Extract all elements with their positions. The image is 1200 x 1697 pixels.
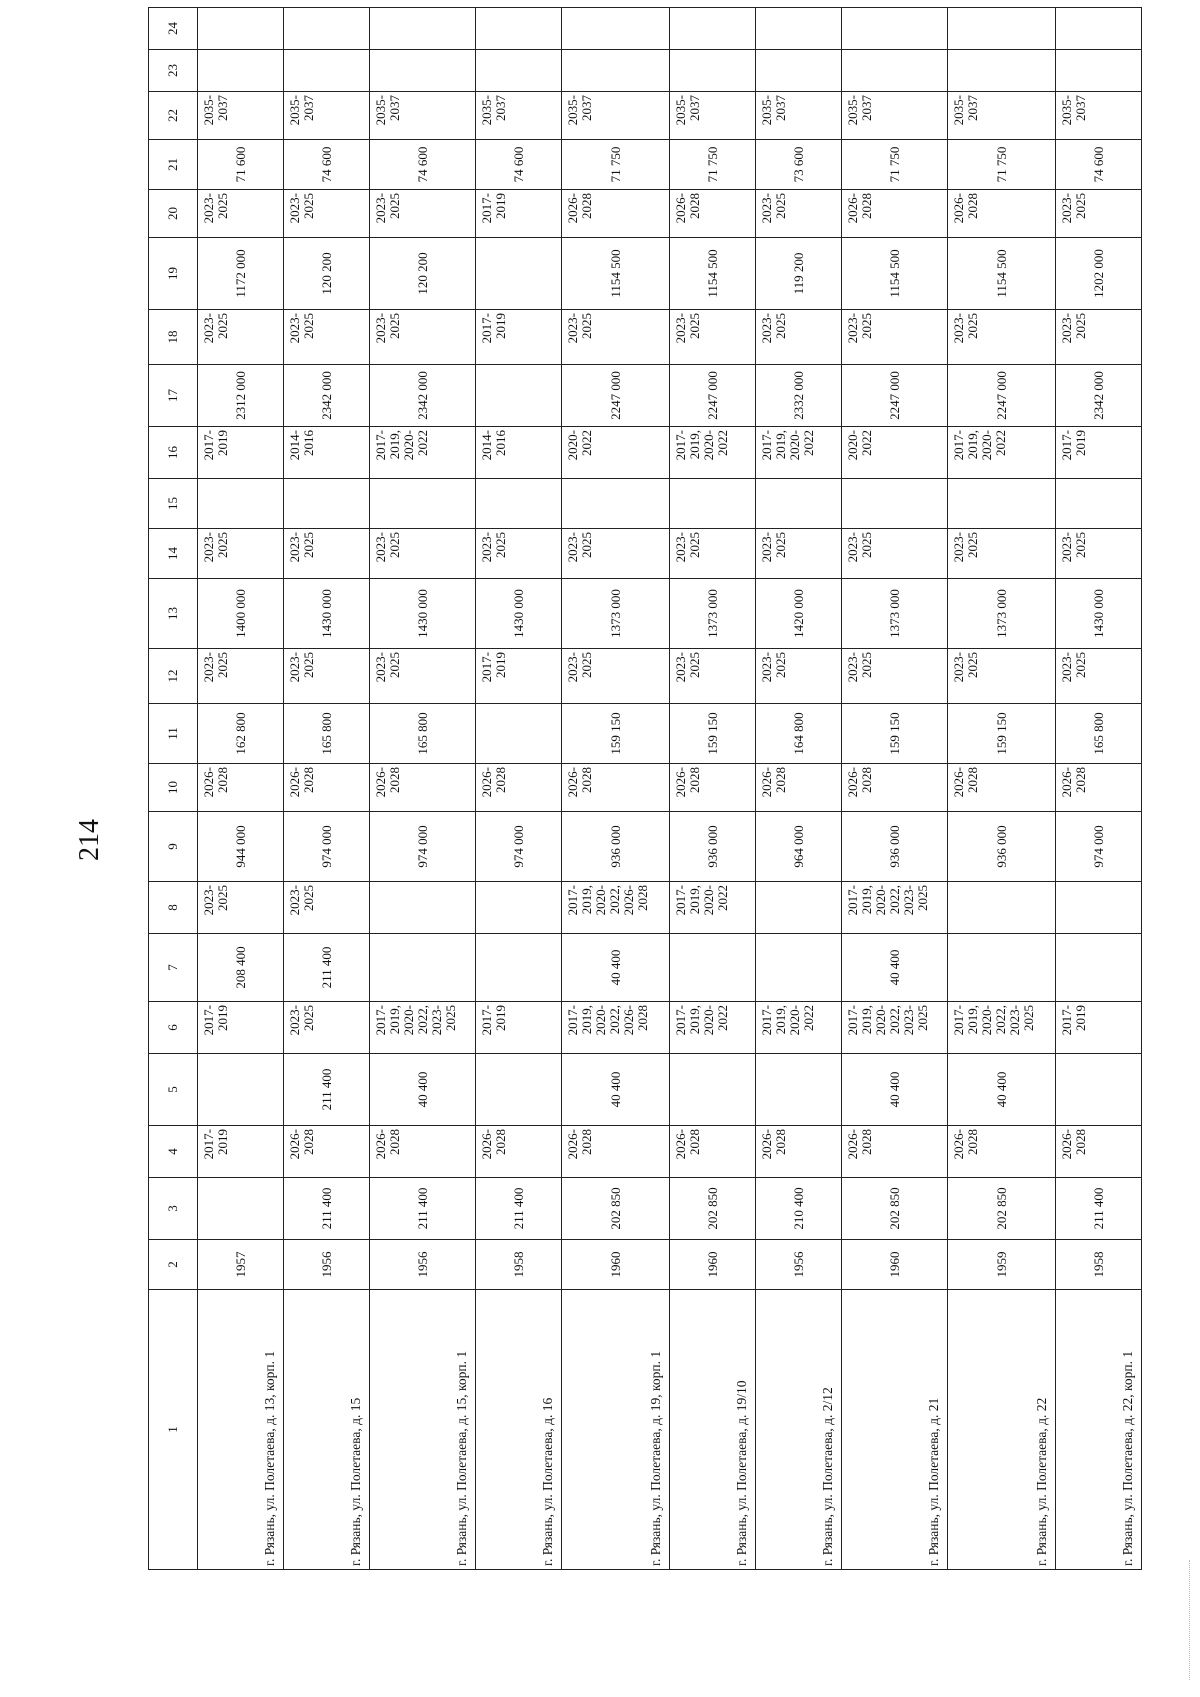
- table-cell-col-24: [756, 8, 842, 50]
- column-header-1: 1: [149, 1290, 198, 1570]
- column-header-11: 11: [149, 704, 198, 764]
- table-cell-col-9: 936 000: [670, 812, 756, 882]
- table-cell-col-23: [948, 50, 1056, 92]
- table-cell-col-1: г. Рязань, ул. Полетаева, д. 13, корп. 1: [198, 1290, 284, 1570]
- table-cell-col-19: 1154 500: [670, 238, 756, 310]
- table-cell-col-23: [198, 50, 284, 92]
- table-cell-col-6: 2023- 2025: [284, 1002, 370, 1054]
- table-cell-col-6: 2017- 2019, 2020- 2022, 2026- 2028: [562, 1002, 670, 1054]
- table-cell-col-5: [756, 1054, 842, 1126]
- table-row: [948, 8, 1056, 1570]
- table-cell-col-22: 2035- 2037: [562, 92, 670, 140]
- table-cell-col-5: 40 400: [948, 1054, 1056, 1126]
- column-header-6: 6: [149, 1002, 198, 1054]
- table-cell-col-9: 936 000: [948, 812, 1056, 882]
- table-cell-col-14: 2023- 2025: [842, 529, 948, 579]
- table-row: [756, 8, 842, 1570]
- table-cell-col-16: 2020- 2022: [562, 427, 670, 479]
- table-cell-col-16: 2017- 2019, 2020- 2022: [948, 427, 1056, 479]
- table-cell-col-4: 2017- 2019: [198, 1126, 284, 1178]
- table-cell-col-12: 2023- 2025: [670, 649, 756, 704]
- rotated-table-container: [148, 22, 1135, 1570]
- table-cell-col-20: 2026- 2028: [562, 190, 670, 238]
- table-cell-col-2: 1960: [562, 1240, 670, 1290]
- table-cell-col-16: 2017- 2019, 2020- 2022: [670, 427, 756, 479]
- table-cell-col-10: 2026- 2028: [948, 764, 1056, 812]
- table-cell-col-23: [284, 50, 370, 92]
- table-cell-col-23: [670, 50, 756, 92]
- column-header-19: 19: [149, 238, 198, 310]
- table-cell-col-7: [756, 934, 842, 1002]
- column-header-5: 5: [149, 1054, 198, 1126]
- table-cell-col-19: [476, 238, 562, 310]
- table-cell-col-17: 2342 000: [284, 365, 370, 427]
- table-cell-col-6: 2017- 2019: [198, 1002, 284, 1054]
- table-cell-col-9: 936 000: [562, 812, 670, 882]
- table-cell-col-8: 2017- 2019, 2020- 2022, 2023- 2025: [842, 882, 948, 934]
- table-cell-col-7: [948, 934, 1056, 1002]
- table-cell-col-15: [476, 479, 562, 529]
- table-cell-col-19: 1202 000: [1056, 238, 1142, 310]
- table-cell-col-18: 2023- 2025: [562, 310, 670, 365]
- table-cell-col-12: 2023- 2025: [284, 649, 370, 704]
- table-cell-col-6: 2017- 2019, 2020- 2022: [670, 1002, 756, 1054]
- table-cell-col-7: 40 400: [562, 934, 670, 1002]
- table-cell-col-20: 2023- 2025: [756, 190, 842, 238]
- table-cell-col-22: 2035- 2037: [370, 92, 476, 140]
- table-cell-col-11: 165 800: [370, 704, 476, 764]
- table-cell-col-18: 2023- 2025: [1056, 310, 1142, 365]
- table-cell-col-21: 71 750: [842, 140, 948, 190]
- table-cell-col-17: [476, 365, 562, 427]
- table-cell-col-4: 2026- 2028: [948, 1126, 1056, 1178]
- table-cell-col-16: 2014- 2016: [476, 427, 562, 479]
- table-cell-col-9: 964 000: [756, 812, 842, 882]
- table-cell-col-3: 202 850: [948, 1178, 1056, 1240]
- table-cell-col-18: 2017- 2019: [476, 310, 562, 365]
- table-cell-col-4: 2026- 2028: [562, 1126, 670, 1178]
- table-cell-col-20: 2023- 2025: [370, 190, 476, 238]
- table-cell-col-14: 2023- 2025: [756, 529, 842, 579]
- table-cell-col-16: 2014- 2016: [284, 427, 370, 479]
- table-cell-col-20: 2026- 2028: [842, 190, 948, 238]
- table-cell-col-2: 1958: [476, 1240, 562, 1290]
- table-cell-col-16: 2017- 2019, 2020- 2022: [756, 427, 842, 479]
- table-cell-col-13: 1430 000: [370, 579, 476, 649]
- table-cell-col-12: 2023- 2025: [1056, 649, 1142, 704]
- column-header-16: 16: [149, 427, 198, 479]
- table-cell-col-5: [1056, 1054, 1142, 1126]
- table-cell-col-2: 1956: [370, 1240, 476, 1290]
- table-cell-col-4: 2026- 2028: [284, 1126, 370, 1178]
- table-cell-col-19: 120 200: [370, 238, 476, 310]
- table-cell-col-24: [670, 8, 756, 50]
- table-row: [476, 8, 562, 1570]
- table-cell-col-8: 2023- 2025: [198, 882, 284, 934]
- table-cell-col-15: [670, 479, 756, 529]
- table-cell-col-1: г. Рязань, ул. Полетаева, д. 19, корп. 1: [562, 1290, 670, 1570]
- table-cell-col-8: 2017- 2019, 2020- 2022, 2026- 2028: [562, 882, 670, 934]
- table-cell-col-22: 2035- 2037: [670, 92, 756, 140]
- table-cell-col-3: 202 850: [670, 1178, 756, 1240]
- table-cell-col-6: 2017- 2019, 2020- 2022, 2023- 2025: [948, 1002, 1056, 1054]
- table-cell-col-4: 2026- 2028: [370, 1126, 476, 1178]
- table-cell-col-15: [284, 479, 370, 529]
- table-cell-col-11: 164 800: [756, 704, 842, 764]
- table-cell-col-15: [842, 479, 948, 529]
- table-cell-col-17: 2342 000: [1056, 365, 1142, 427]
- table-cell-col-8: [948, 882, 1056, 934]
- table-cell-col-4: 2026- 2028: [476, 1126, 562, 1178]
- table-cell-col-8: 2017- 2019, 2020- 2022: [670, 882, 756, 934]
- table-cell-col-4: 2026- 2028: [670, 1126, 756, 1178]
- table-cell-col-5: [670, 1054, 756, 1126]
- table-cell-col-7: [670, 934, 756, 1002]
- table-cell-col-7: [476, 934, 562, 1002]
- table-cell-col-17: 2247 000: [670, 365, 756, 427]
- table-cell-col-3: 211 400: [476, 1178, 562, 1240]
- column-header-24: 24: [149, 8, 198, 50]
- table-cell-col-23: [756, 50, 842, 92]
- table-cell-col-9: 936 000: [842, 812, 948, 882]
- table-cell-col-14: 2023- 2025: [670, 529, 756, 579]
- table-cell-col-12: 2023- 2025: [198, 649, 284, 704]
- table-cell-col-18: 2023- 2025: [284, 310, 370, 365]
- table-cell-col-1: г. Рязань, ул. Полетаева, д. 15, корп. 1: [370, 1290, 476, 1570]
- table-cell-col-16: 2017- 2019: [1056, 427, 1142, 479]
- table-cell-col-18: 2023- 2025: [842, 310, 948, 365]
- column-header-17: 17: [149, 365, 198, 427]
- table-cell-col-19: 119 200: [756, 238, 842, 310]
- table-cell-col-6: 2017- 2019: [476, 1002, 562, 1054]
- table-cell-col-18: 2023- 2025: [198, 310, 284, 365]
- table-cell-col-4: 2026- 2028: [1056, 1126, 1142, 1178]
- table-cell-col-9: 944 000: [198, 812, 284, 882]
- column-header-7: 7: [149, 934, 198, 1002]
- column-header-15: 15: [149, 479, 198, 529]
- table-cell-col-13: 1400 000: [198, 579, 284, 649]
- table-cell-col-14: 2023- 2025: [948, 529, 1056, 579]
- table-cell-col-14: 2023- 2025: [370, 529, 476, 579]
- table-cell-col-21: 73 600: [756, 140, 842, 190]
- table-cell-col-17: 2342 000: [370, 365, 476, 427]
- table-cell-col-23: [476, 50, 562, 92]
- table-row: [284, 8, 370, 1570]
- table-cell-col-6: 2017- 2019, 2020- 2022, 2023- 2025: [370, 1002, 476, 1054]
- table-cell-col-7: 40 400: [842, 934, 948, 1002]
- table-cell-col-5: [476, 1054, 562, 1126]
- scan-edge-mark: [1189, 1560, 1192, 1680]
- table-cell-col-17: 2247 000: [842, 365, 948, 427]
- table-cell-col-13: 1373 000: [670, 579, 756, 649]
- table-cell-col-13: 1430 000: [284, 579, 370, 649]
- table-cell-col-19: 1154 500: [948, 238, 1056, 310]
- table-cell-col-3: 211 400: [1056, 1178, 1142, 1240]
- table-cell-col-21: 74 600: [476, 140, 562, 190]
- table-cell-col-15: [370, 479, 476, 529]
- table-cell-col-19: 1154 500: [842, 238, 948, 310]
- table-cell-col-11: 159 150: [562, 704, 670, 764]
- table-cell-col-6: 2017- 2019, 2020- 2022, 2023- 2025: [842, 1002, 948, 1054]
- table-row: [198, 8, 284, 1570]
- table-cell-col-1: г. Рязань, ул. Полетаева, д. 21: [842, 1290, 948, 1570]
- table-cell-col-11: 162 800: [198, 704, 284, 764]
- table-cell-col-14: 2023- 2025: [284, 529, 370, 579]
- table-cell-col-21: 74 600: [1056, 140, 1142, 190]
- table-cell-col-7: [370, 934, 476, 1002]
- table-cell-col-21: 71 600: [198, 140, 284, 190]
- column-header-9: 9: [149, 812, 198, 882]
- table-cell-col-17: 2332 000: [756, 365, 842, 427]
- table-cell-col-10: 2026- 2028: [562, 764, 670, 812]
- table-cell-col-21: 71 750: [670, 140, 756, 190]
- table-row: [670, 8, 756, 1570]
- table-cell-col-23: [842, 50, 948, 92]
- repair-schedule-table: [148, 7, 1142, 1570]
- table-cell-col-1: г. Рязань, ул. Полетаева, д. 16: [476, 1290, 562, 1570]
- table-cell-col-1: г. Рязань, ул. Полетаева, д. 15: [284, 1290, 370, 1570]
- table-cell-col-7: [1056, 934, 1142, 1002]
- table-cell-col-9: 974 000: [476, 812, 562, 882]
- table-cell-col-21: 74 600: [370, 140, 476, 190]
- table-cell-col-5: 40 400: [562, 1054, 670, 1126]
- table-cell-col-8: [370, 882, 476, 934]
- column-number-row: [149, 8, 198, 1570]
- table-cell-col-2: 1956: [284, 1240, 370, 1290]
- table-cell-col-8: [476, 882, 562, 934]
- table-cell-col-14: 2023- 2025: [562, 529, 670, 579]
- table-cell-col-13: 1430 000: [1056, 579, 1142, 649]
- table-cell-col-15: [562, 479, 670, 529]
- table-cell-col-13: 1373 000: [842, 579, 948, 649]
- table-cell-col-14: 2023- 2025: [198, 529, 284, 579]
- table-cell-col-17: 2247 000: [562, 365, 670, 427]
- table-cell-col-21: 71 750: [562, 140, 670, 190]
- table-cell-col-11: 165 800: [284, 704, 370, 764]
- table-cell-col-20: 2017- 2019: [476, 190, 562, 238]
- table-cell-col-11: [476, 704, 562, 764]
- table-cell-col-15: [1056, 479, 1142, 529]
- table-cell-col-3: [198, 1178, 284, 1240]
- table-cell-col-10: 2026- 2028: [476, 764, 562, 812]
- column-header-18: 18: [149, 310, 198, 365]
- table-cell-col-20: 2023- 2025: [284, 190, 370, 238]
- table-cell-col-12: 2023- 2025: [842, 649, 948, 704]
- table-cell-col-4: 2026- 2028: [756, 1126, 842, 1178]
- table-cell-col-23: [562, 50, 670, 92]
- table-cell-col-24: [562, 8, 670, 50]
- table-cell-col-11: 159 150: [948, 704, 1056, 764]
- table-cell-col-4: 2026- 2028: [842, 1126, 948, 1178]
- table-cell-col-12: 2023- 2025: [370, 649, 476, 704]
- table-cell-col-11: 159 150: [842, 704, 948, 764]
- column-header-14: 14: [149, 529, 198, 579]
- table-cell-col-1: г. Рязань, ул. Полетаева, д. 22: [948, 1290, 1056, 1570]
- column-header-3: 3: [149, 1178, 198, 1240]
- table-cell-col-10: 2026- 2028: [370, 764, 476, 812]
- table-cell-col-14: 2023- 2025: [476, 529, 562, 579]
- table-cell-col-18: 2023- 2025: [370, 310, 476, 365]
- table-cell-col-24: [370, 8, 476, 50]
- column-header-20: 20: [149, 190, 198, 238]
- table-cell-col-22: 2035- 2037: [476, 92, 562, 140]
- table-cell-col-20: 2023- 2025: [198, 190, 284, 238]
- table-cell-col-11: 165 800: [1056, 704, 1142, 764]
- table-cell-col-2: 1960: [670, 1240, 756, 1290]
- table-cell-col-21: 71 750: [948, 140, 1056, 190]
- page-number: 214: [74, 819, 105, 861]
- table-cell-col-22: 2035- 2037: [756, 92, 842, 140]
- column-header-21: 21: [149, 140, 198, 190]
- table-cell-col-5: 211 400: [284, 1054, 370, 1126]
- column-header-2: 2: [149, 1240, 198, 1290]
- table-row: [370, 8, 476, 1570]
- table-cell-col-18: 2023- 2025: [670, 310, 756, 365]
- table-cell-col-2: 1957: [198, 1240, 284, 1290]
- table-cell-col-21: 74 600: [284, 140, 370, 190]
- table-cell-col-7: 208 400: [198, 934, 284, 1002]
- table-cell-col-7: 211 400: [284, 934, 370, 1002]
- table-cell-col-22: 2035- 2037: [948, 92, 1056, 140]
- table-cell-col-17: 2247 000: [948, 365, 1056, 427]
- column-header-10: 10: [149, 764, 198, 812]
- table-cell-col-3: 211 400: [370, 1178, 476, 1240]
- table-cell-col-12: 2017- 2019: [476, 649, 562, 704]
- table-cell-col-18: 2023- 2025: [756, 310, 842, 365]
- table-cell-col-9: 974 000: [1056, 812, 1142, 882]
- table-cell-col-22: 2035- 2037: [198, 92, 284, 140]
- table-cell-col-1: г. Рязань, ул. Полетаева, д. 2/12: [756, 1290, 842, 1570]
- table-cell-col-24: [1056, 8, 1142, 50]
- table-cell-col-10: 2026- 2028: [198, 764, 284, 812]
- table-row: [1056, 8, 1142, 1570]
- table-cell-col-23: [370, 50, 476, 92]
- table-row: [562, 8, 670, 1570]
- table-cell-col-13: 1430 000: [476, 579, 562, 649]
- table-cell-col-5: 40 400: [370, 1054, 476, 1126]
- table-cell-col-16: 2020- 2022: [842, 427, 948, 479]
- table-cell-col-10: 2026- 2028: [756, 764, 842, 812]
- table-cell-col-3: 202 850: [562, 1178, 670, 1240]
- table-cell-col-13: 1420 000: [756, 579, 842, 649]
- table-cell-col-24: [842, 8, 948, 50]
- table-cell-col-2: 1960: [842, 1240, 948, 1290]
- table-cell-col-22: 2035- 2037: [284, 92, 370, 140]
- table-cell-col-1: г. Рязань, ул. Полетаева, д. 19/10: [670, 1290, 756, 1570]
- table-row: [842, 8, 948, 1570]
- table-cell-col-24: [284, 8, 370, 50]
- table-cell-col-16: 2017- 2019: [198, 427, 284, 479]
- table-cell-col-17: 2312 000: [198, 365, 284, 427]
- table-cell-col-6: 2017- 2019: [1056, 1002, 1142, 1054]
- table-cell-col-24: [198, 8, 284, 50]
- table-cell-col-12: 2023- 2025: [562, 649, 670, 704]
- table-cell-col-11: 159 150: [670, 704, 756, 764]
- table-cell-col-24: [948, 8, 1056, 50]
- table-cell-col-3: 210 400: [756, 1178, 842, 1240]
- table-cell-col-2: 1956: [756, 1240, 842, 1290]
- column-header-13: 13: [149, 579, 198, 649]
- table-cell-col-1: г. Рязань, ул. Полетаева, д. 22, корп. 1: [1056, 1290, 1142, 1570]
- table-cell-col-19: 1154 500: [562, 238, 670, 310]
- table-cell-col-18: 2023- 2025: [948, 310, 1056, 365]
- table-cell-col-16: 2017- 2019, 2020- 2022: [370, 427, 476, 479]
- table-cell-col-15: [198, 479, 284, 529]
- table-cell-col-3: 202 850: [842, 1178, 948, 1240]
- table-cell-col-15: [948, 479, 1056, 529]
- table-cell-col-14: 2023- 2025: [1056, 529, 1142, 579]
- column-header-8: 8: [149, 882, 198, 934]
- table-cell-col-15: [756, 479, 842, 529]
- table-cell-col-24: [476, 8, 562, 50]
- table-cell-col-2: 1958: [1056, 1240, 1142, 1290]
- table-cell-col-19: 1172 000: [198, 238, 284, 310]
- column-header-23: 23: [149, 50, 198, 92]
- table-cell-col-5: 40 400: [842, 1054, 948, 1126]
- table-cell-col-20: 2023- 2025: [1056, 190, 1142, 238]
- table-cell-col-13: 1373 000: [948, 579, 1056, 649]
- table-cell-col-20: 2026- 2028: [670, 190, 756, 238]
- table-cell-col-10: 2026- 2028: [1056, 764, 1142, 812]
- table-cell-col-10: 2026- 2028: [670, 764, 756, 812]
- table-cell-col-10: 2026- 2028: [284, 764, 370, 812]
- table-cell-col-8: 2023- 2025: [284, 882, 370, 934]
- column-header-4: 4: [149, 1126, 198, 1178]
- column-header-12: 12: [149, 649, 198, 704]
- table-cell-col-3: 211 400: [284, 1178, 370, 1240]
- table-cell-col-22: 2035- 2037: [1056, 92, 1142, 140]
- table-cell-col-13: 1373 000: [562, 579, 670, 649]
- table-cell-col-2: 1959: [948, 1240, 1056, 1290]
- table-cell-col-23: [1056, 50, 1142, 92]
- table-cell-col-12: 2023- 2025: [948, 649, 1056, 704]
- table-cell-col-20: 2026- 2028: [948, 190, 1056, 238]
- column-header-22: 22: [149, 92, 198, 140]
- table-cell-col-9: 974 000: [370, 812, 476, 882]
- table-cell-col-12: 2023- 2025: [756, 649, 842, 704]
- table-cell-col-10: 2026- 2028: [842, 764, 948, 812]
- table-cell-col-22: 2035- 2037: [842, 92, 948, 140]
- table-cell-col-5: [198, 1054, 284, 1126]
- table-cell-col-6: 2017- 2019, 2020- 2022: [756, 1002, 842, 1054]
- table-cell-col-8: [1056, 882, 1142, 934]
- table-cell-col-19: 120 200: [284, 238, 370, 310]
- table-cell-col-8: [756, 882, 842, 934]
- table-cell-col-9: 974 000: [284, 812, 370, 882]
